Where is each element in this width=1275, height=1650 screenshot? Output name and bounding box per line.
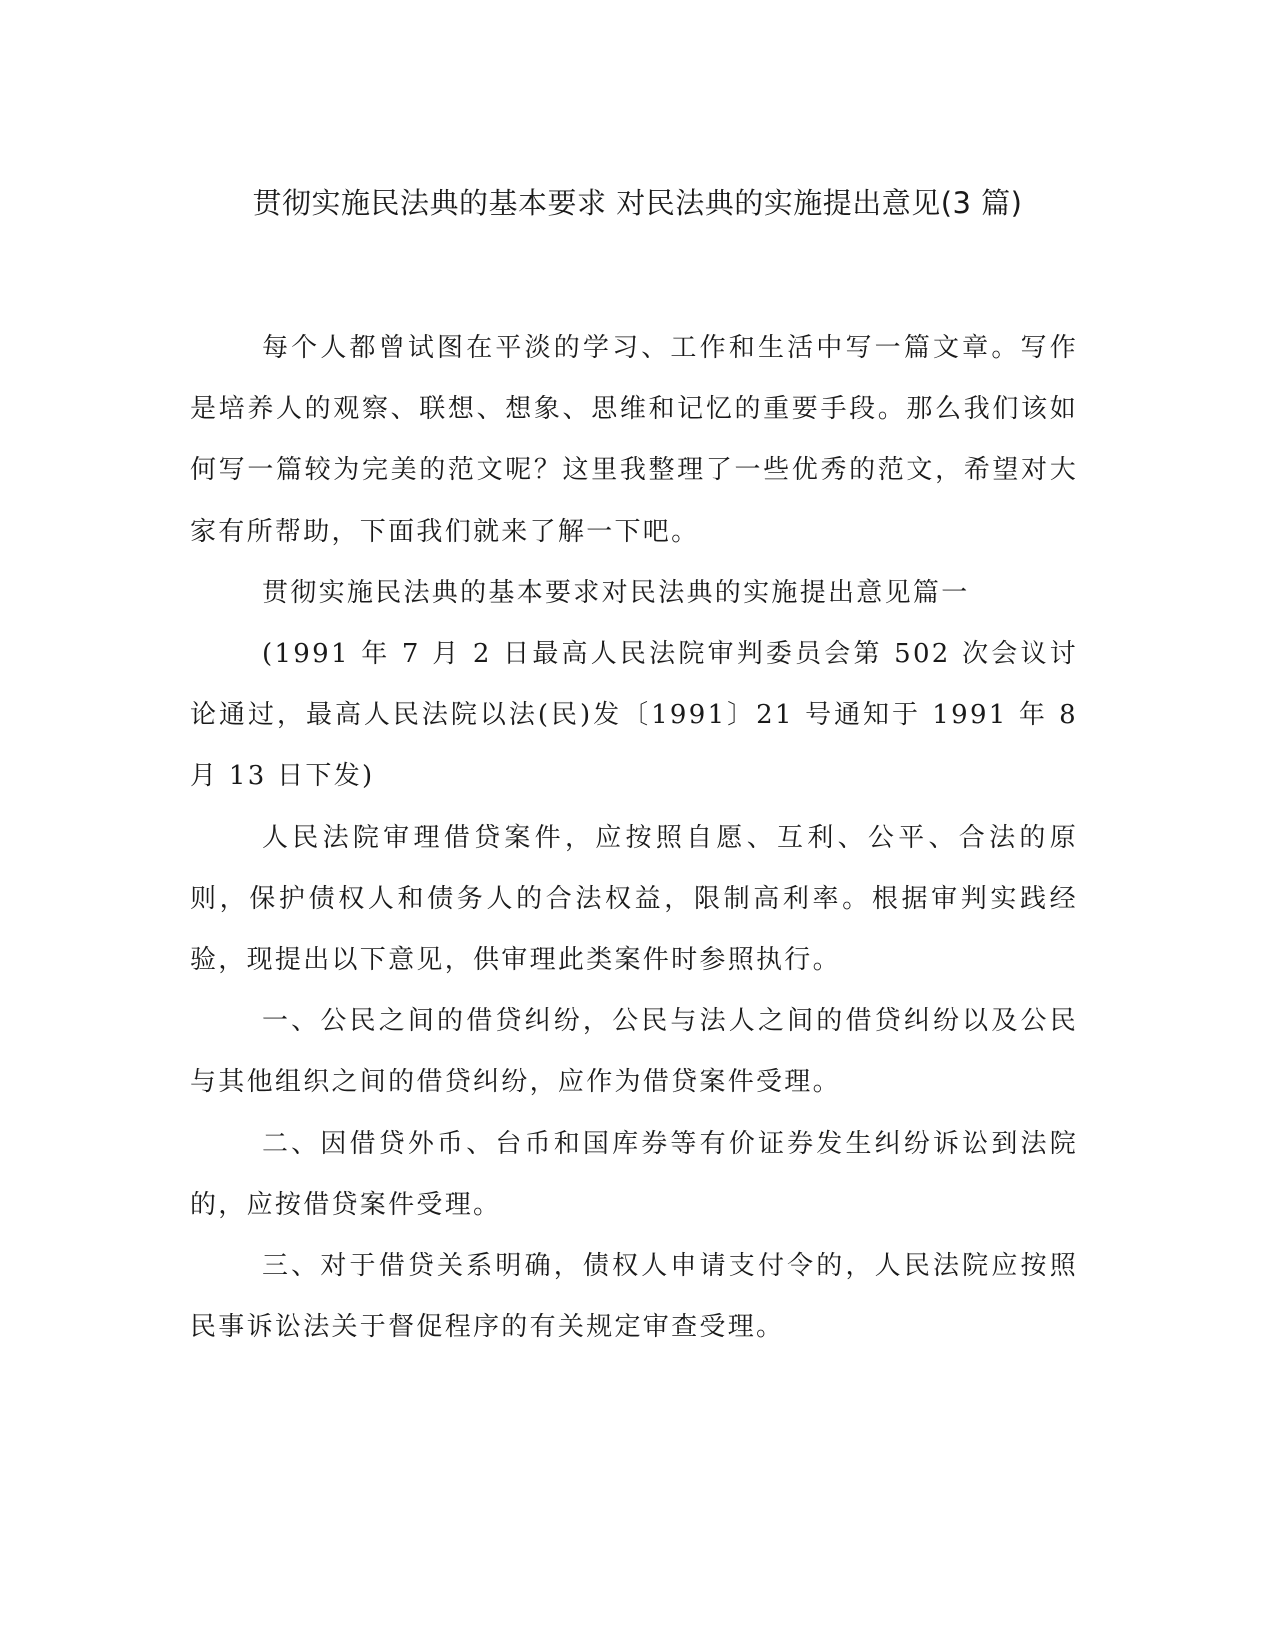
preamble-paragraph: 人民法院审理借贷案件，应按照自愿、互利、公平、合法的原则，保护债权人和债务人的合法权益，限制高利率。根据审判实践经验，现提出以下意见，供审理此类案件时参照执行。 [190, 822, 1078, 976]
document-body [190, 318, 1078, 1358]
article-3-paragraph: 三、对于借贷关系明确，债权人申请支付令的，人民法院应按照民事诉讼法关于督促程序的有关规定审查受理。 [190, 1251, 1078, 1343]
section-heading: 贯彻实施民法典的基本要求对民法典的实施提出意见篇一 [262, 577, 970, 608]
article-2-paragraph: 二、因借贷外币、台币和国库券等有价证券发生纠纷诉讼到法院的，应按借贷案件受理。 [190, 1128, 1078, 1220]
article-1-paragraph: 一、公民之间的借贷纠纷，公民与法人之间的借贷纠纷以及公民与其他组织之间的借贷纠纷，应作为借贷案件受理。 [190, 1006, 1078, 1098]
intro-paragraph: 每个人都曾试图在平淡的学习、工作和生活中写一篇文章。写作是培养人的观察、联想、想象、思维和记忆的重要手段。那么我们该如何写一篇较为完美的范文呢？这里我整理了一些优秀的范文，希望对大家有所帮助，下面我们就来了解一下吧。 [190, 333, 1078, 547]
document-title: 贯彻实施民法典的基本要求 对民法典的实施提出意见(3 篇) [252, 186, 1023, 220]
adoption-note-paragraph: (1991 年 7 月 2 日最高人民法院审判委员会第 502 次会议讨论通过，最高人民法院以法(民)发〔1991〕21 号通知于 1991 年 8 月 13 日下发) [190, 639, 1078, 792]
